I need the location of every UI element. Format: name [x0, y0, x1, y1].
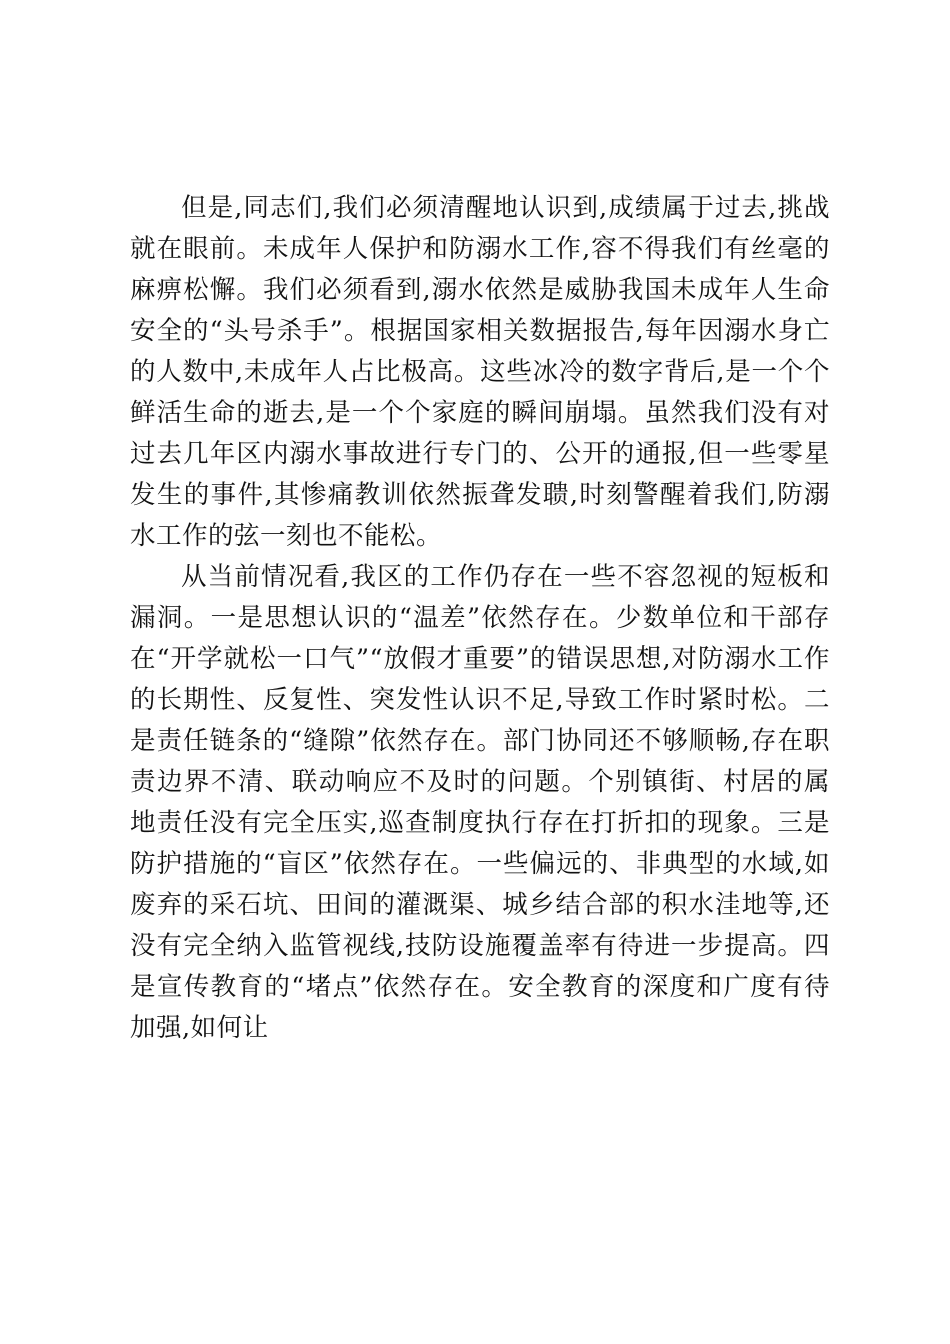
body-text	[130, 188, 830, 1049]
paragraph-1: 但是,同志们,我们必须清醒地认识到,成绩属于过去,挑战就在眼前。未成年人保护和防溺水工作,容不得我们有丝毫的麻痹松懈。我们必须看到,溺水依然是威胁我国未成年人生命安全的“头号杀手”。根据国家相关数据报告,每年因溺水身亡的人数中,未成年人占比极高。这些冰冷的数字背后,是一个个鲜活生命的逝去,是一个个家庭的瞬间崩塌。虽然我们没有对过去几年区内溺水事故进行专门的、公开的通报,但一些零星发生的事件,其惨痛教训依然振聋发聩,时刻警醒着我们,防溺水工作的弦一刻也不能松。	[130, 193, 830, 551]
paragraph-2: 从当前情况看,我区的工作仍存在一些不容忽视的短板和漏洞。一是思想认识的“温差”依然存在。少数单位和干部存在“开学就松一口气”“放假才重要”的错误思想,对防溺水工作的长期性、反复性、突发性认识不足,导致工作时紧时松。二是责任链条的“缝隙”依然存在。部门协同还不够顺畅,存在职责边界不清、联动响应不及时的问题。个别镇街、村居的属地责任没有完全压实,巡查制度执行存在打折扣的现象。三是防护措施的“盲区”依然存在。一些偏远的、非典型的水域,如废弃的采石坑、田间的灌溉渠、城乡结合部的积水洼地等,还没有完全纳入监管视线,技防设施覆盖率有待进一步提高。四是宣传教育的“堵点”依然存在。安全教育的深度和广度有待加强,如何让	[130, 562, 830, 1043]
